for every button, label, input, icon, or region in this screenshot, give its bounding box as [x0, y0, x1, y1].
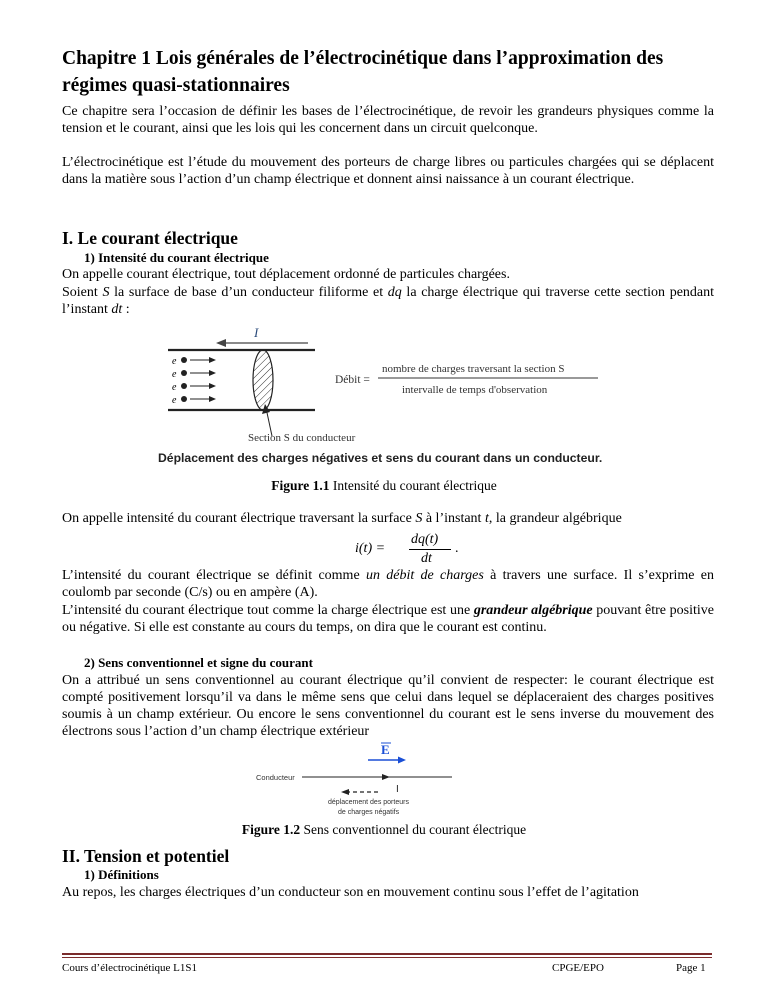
section-heading-1: I. Le courant électrique — [62, 228, 238, 248]
intro-paragraph-1: Ce chapitre sera l’occasion de définir les bases de l’électrocinétique, de revoir les grandeurs physiques comme la tension et le courant, ainsi que les lois qui les concernent dans un circuit quelconque. — [62, 104, 714, 136]
charge-label: e — [172, 369, 177, 380]
subsection-heading-1-2: 2) Sens conventionnel et signe du courant — [84, 655, 313, 670]
debit-numerator: nombre de charges traversant la section S — [382, 363, 565, 375]
formula-period: . — [455, 541, 459, 556]
field-label-E: E — [381, 742, 390, 757]
electron-flow-arrowhead — [341, 789, 349, 795]
paragraph-definitions: Au repos, les charges électriques d’un conducteur son en mouvement continu sous l’effet de l’agitation — [62, 885, 639, 900]
paragraph-current-definition: On appelle courant électrique, tout déplacement ordonné de particules chargées. — [62, 267, 510, 282]
footer-course-name: Cours d’électrocinétique L1S1 — [62, 962, 198, 974]
footer-rule-thick — [62, 953, 712, 955]
footer-institution: CPGE/EPO — [552, 962, 604, 974]
charge-dot — [181, 383, 187, 389]
formula-numerator: dq(t) — [411, 532, 439, 547]
intensity-formula — [355, 531, 475, 569]
formula-fraction-bar — [409, 549, 451, 550]
section-ellipse — [253, 350, 273, 410]
subsection-heading-2-1: 1) Définitions — [84, 867, 159, 882]
paragraph-conventional-direction: On a attribué un sens conventionnel au courant électrique qu’il convient de respecter: le courant électrique est compté positivement lorsqu’il va dans le même sens que celui dans lequel se déplaceraient des charges positives soumis à un champ extérieur. Ou encore le sens conventionnel du courant est le sens inverse du mouvement des électrons sous l’action d’un champ électrique extérieur — [62, 673, 714, 739]
debit-label: Débit = — [335, 374, 370, 386]
debit-denominator: intervalle de temps d'observation — [402, 384, 548, 396]
charges-group — [172, 356, 216, 406]
carriers-label-2: de charges négatifs — [338, 809, 400, 816]
charge-arrowhead — [209, 357, 216, 363]
section-heading-2: II. Tension et potentiel — [62, 846, 230, 866]
carriers-label-1: déplacement des porteurs — [328, 799, 409, 806]
intro-paragraph-2: L’électrocinétique est l’étude du mouvement des porteurs de charge libres ou particules chargées qui se déplacent dans la matière sous l’action d’un champ électrique et donnent ainsi naissance à un courant électrique. — [62, 155, 714, 187]
paragraph-section-charge: Soient S la surface de base d’un conducteur filiforme et dq la charge électrique qui traverse cette section pendant l’instant dt : — [62, 285, 715, 317]
figure-1-1-bold-caption: Déplacement des charges négatives et sens du courant dans un conducteur. — [158, 451, 603, 465]
formula-denominator: dt — [421, 551, 432, 566]
section-label: Section S du conducteur — [248, 432, 356, 444]
charge-dot — [181, 370, 187, 376]
field-arrow-head — [398, 757, 406, 764]
charge-dot — [181, 396, 187, 402]
current-label-I: I — [254, 326, 259, 340]
paragraph-charge-rate: L’intensité du courant électrique se définit comme un débit de charges à travers une surface. Il s’exprime en coulomb par seconde (C/s) ou en ampère (A). — [62, 568, 714, 600]
figure-1-1-diagram — [150, 326, 650, 466]
charge-label: e — [172, 382, 177, 393]
footer-page-number: Page 1 — [676, 962, 706, 974]
charge-label: e — [172, 356, 177, 367]
charge-arrowhead — [209, 396, 216, 402]
charge-arrowhead — [209, 383, 216, 389]
figure-1-2-diagram — [250, 740, 510, 822]
formula-lhs: i(t) = — [355, 541, 386, 556]
figure-1-2-caption: Figure 1.2 Sens conventionnel du courant électrique — [241, 822, 527, 837]
chapter-title: Chapitre 1 Lois générales de l’électrocinétique dans l’approximation des régimes quasi-stationnaires — [62, 48, 664, 96]
charge-dot — [181, 357, 187, 363]
paragraph-algebraic: L’intensité du courant électrique tout comme la charge électrique est une grandeur algébrique pouvant être positive ou négative. Si elle est constante au cours du temps, on dira que le courant est continu. — [62, 603, 715, 635]
subsection-heading-1-1: 1) Intensité du courant électrique — [84, 250, 269, 265]
charge-label: e — [172, 395, 177, 406]
figure-1-1-caption: Figure 1.1 Intensité du courant électrique — [271, 478, 497, 493]
conductor-current-arrowhead — [382, 774, 390, 780]
charge-arrowhead — [209, 370, 216, 376]
current-arrow-head — [216, 339, 226, 347]
current-label-I: I — [396, 784, 399, 795]
paragraph-intensity-definition: On appelle intensité du courant électrique traversant la surface S à l’instant t, la grandeur algébrique — [62, 511, 622, 526]
conductor-label: Conducteur — [256, 773, 295, 782]
footer-rule-thin — [62, 957, 712, 958]
